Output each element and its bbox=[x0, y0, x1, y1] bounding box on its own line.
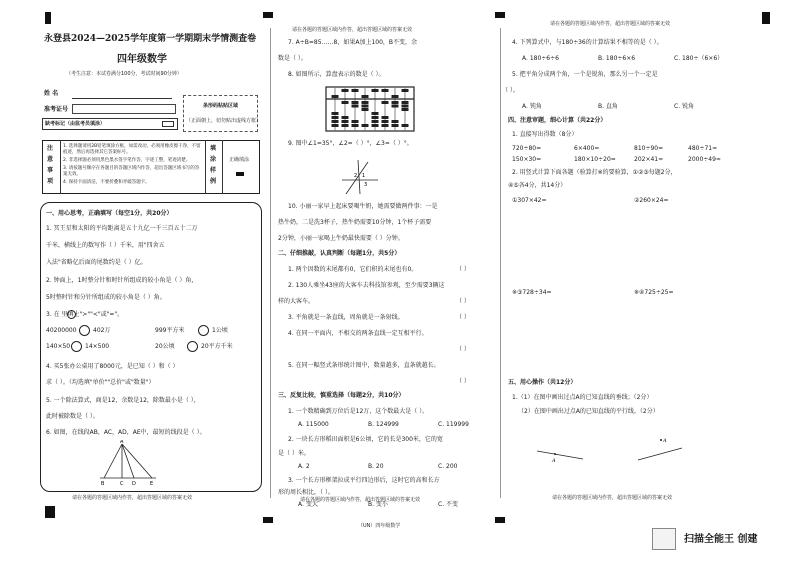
calc1-title: 1. 直接写出得数（8分） bbox=[512, 131, 578, 138]
choice-5-option-a[interactable]: A. 钝角 bbox=[522, 103, 542, 110]
abacus-bead bbox=[382, 101, 389, 104]
operation-figure-2[interactable] bbox=[636, 436, 686, 466]
answer-area-note: 请在各题的答题区域内作答，超出答题区域的答案无效 bbox=[72, 495, 193, 501]
choice-4-option-b[interactable]: B. 180÷6×6 bbox=[598, 55, 636, 62]
q1-line2: 千米，横线上的数写作（ ）千米，用"四舍五 bbox=[46, 242, 165, 249]
choice-3-line2: 形的周长相比，（ ）。 bbox=[278, 489, 334, 496]
registration-mark bbox=[495, 517, 505, 523]
point-a-label: A bbox=[663, 438, 667, 444]
judge-2-line1: 2. 130人乘坐43座的大客车去科技馆参观，至少需要3辆这 bbox=[288, 282, 445, 289]
answer-area-note: 请在各题的答题区域内作答，超出答题区域的答案无效 bbox=[292, 27, 413, 33]
section1-title: 一、用心思考，正确填写（每空1分，共20分） bbox=[46, 210, 173, 217]
choice-2-line2: 是（ ）米。 bbox=[278, 450, 310, 457]
registration-mark bbox=[263, 12, 273, 18]
abacus-bead bbox=[402, 105, 409, 108]
q3-line1: 3. 在 里填上">""<"或"="。 bbox=[46, 311, 124, 318]
q3-row2-c: 20公顷 bbox=[155, 343, 175, 350]
registration-mark bbox=[45, 12, 51, 24]
abacus-bead bbox=[372, 112, 379, 115]
q3-row1-c: 999平方米 bbox=[155, 327, 185, 334]
abacus-figure bbox=[325, 86, 415, 132]
fig6-label: B bbox=[101, 481, 105, 486]
q5-line2: 此时被除数是（ ）。 bbox=[46, 413, 99, 420]
correct-fill-sample bbox=[236, 172, 244, 176]
judge-paren[interactable]: （ ） bbox=[456, 378, 470, 385]
abacus-bead bbox=[362, 108, 369, 111]
q6-figure bbox=[98, 440, 160, 486]
choice-4: 4. 下列算式中，与180÷36的计算结果不相等的是（ ）。 bbox=[512, 39, 663, 46]
page-footer: （UN）四年级数学 bbox=[358, 523, 401, 529]
compare-circle[interactable] bbox=[198, 325, 209, 336]
abacus-bead bbox=[332, 120, 339, 123]
calc1-item[interactable]: 150×30= bbox=[512, 156, 542, 163]
section3-title: 三、反复比较，慎重选择（每题2分，共10分） bbox=[278, 392, 405, 399]
exam-info: （考生注意：本试卷满分100分，考试时间90分钟） bbox=[66, 71, 182, 77]
q10-line2: 热牛奶，二是洗3杯子，热牛奶需要10分钟，1个杯子需要 bbox=[278, 219, 432, 226]
abacus-bead bbox=[402, 124, 409, 127]
choice-5-line1: 5. 把平角分成两个角，一个是锐角，那么另一个一定是 bbox=[512, 71, 658, 78]
calc1-item[interactable]: 180×10÷20= bbox=[574, 156, 616, 163]
sample-label-char: 样 bbox=[210, 167, 217, 174]
q3-row1-d: 1公顷 bbox=[212, 327, 228, 334]
calc1-item[interactable]: 720÷80= bbox=[512, 145, 542, 152]
q4-line1: 4. 买5张办公桌用了8000元，是已知（ ）和（ ） bbox=[46, 363, 179, 370]
abacus-bead bbox=[392, 101, 399, 104]
absent-mark-label: 缺考标记（由监考员填涂） bbox=[45, 121, 106, 127]
choice-4-option-c[interactable]: C. 180÷（6×6） bbox=[674, 55, 724, 62]
judge-paren[interactable]: （ ） bbox=[456, 314, 470, 321]
operation-2: （2）在图中画出过点A的已知直线的平行线。（2分） bbox=[518, 408, 659, 415]
section5-title: 五、用心操作（共12分） bbox=[508, 379, 577, 386]
notes-divider bbox=[222, 140, 223, 194]
abacus-bead bbox=[382, 124, 389, 127]
fig6-label: E bbox=[150, 481, 154, 486]
calc2-line2: ④⑤各4分，共14分） bbox=[508, 182, 567, 189]
q2-line1: 2. 钟面上，1时整分针和时针所组成的较小角是（ ）角， bbox=[46, 277, 198, 284]
judge-2-line2: 样的大客车。 bbox=[278, 298, 315, 305]
abacus-bead bbox=[392, 120, 399, 123]
abacus-bead bbox=[362, 101, 369, 104]
calc2-item[interactable]: ※④725÷25= bbox=[634, 289, 674, 296]
calc2-item[interactable]: ①307×42= bbox=[512, 197, 547, 204]
choice-1-option-a[interactable]: A. 115000 bbox=[298, 421, 329, 428]
abacus-bead bbox=[372, 124, 379, 127]
abacus-bead bbox=[392, 105, 399, 108]
q8-text: 8. 如图所示，算盘表示的数是（ ）。 bbox=[288, 71, 385, 78]
operation-figure-1[interactable] bbox=[535, 445, 585, 465]
fig6-label: C bbox=[120, 481, 124, 486]
abacus-bead bbox=[352, 89, 359, 92]
q5-line1: 5. 一个除法算式，商是12，余数是12，除数最小是（ ）， bbox=[46, 397, 200, 404]
q3-fill-circle-icon bbox=[67, 310, 76, 319]
q1-line1: 1. 冥王星和太阳的平均距离是五十九亿一千三百五十二万 bbox=[46, 225, 198, 232]
notes-label-char: 项 bbox=[47, 178, 54, 185]
registration-mark bbox=[762, 12, 770, 24]
notes-item: 2. 非选择题必须用黑色墨水签字笔作答，字迹工整，笔迹清楚。 bbox=[63, 158, 191, 163]
fig9-label: 1 bbox=[362, 173, 366, 179]
calc1-item[interactable]: 202×41≈ bbox=[634, 156, 664, 163]
column-divider bbox=[500, 28, 501, 498]
section2-title: 二、仔细推敲，认真判断（每题1分，共5分） bbox=[278, 250, 401, 257]
q9-text: 9. 图中∠1=35°，∠2=（ ）°，∠3=（ ）°。 bbox=[288, 140, 413, 147]
notes-divider bbox=[205, 140, 206, 194]
calc2-line1: 2. 用竖式计算下面各题（验算打※的要验算，①②③每题2分， bbox=[512, 169, 677, 176]
choice-3-option-a[interactable]: A. 变大 bbox=[298, 501, 318, 508]
q3-row2-a: 140×50 bbox=[46, 343, 71, 350]
choice-1-option-b[interactable]: B. 124999 bbox=[368, 421, 399, 428]
notes-divider bbox=[60, 140, 61, 194]
abacus-bead bbox=[402, 108, 409, 111]
abacus-bead bbox=[342, 120, 349, 123]
name-label: 姓 名 bbox=[44, 90, 59, 97]
choice-2-option-b[interactable]: B. 20 bbox=[368, 463, 384, 470]
column-divider bbox=[270, 28, 271, 498]
barcode-area bbox=[183, 95, 258, 132]
choice-2-option-a[interactable]: A. 2 bbox=[298, 463, 310, 470]
q3-row2-d: 20平方千米 bbox=[201, 343, 233, 350]
q10-line3: 2分钟，小丽一家喝上牛奶最快需要（ ）分钟。 bbox=[278, 235, 404, 242]
abacus-bead bbox=[352, 101, 359, 104]
barcode-subtitle: （正面朝上，切勿贴出虚线方框） bbox=[186, 118, 262, 124]
abacus-bead bbox=[362, 105, 369, 108]
abacus-bead bbox=[392, 124, 399, 127]
q3-row1-a: 40200000 bbox=[46, 327, 77, 334]
compare-circle[interactable] bbox=[71, 341, 82, 352]
abacus-bead bbox=[392, 95, 399, 98]
abacus-bead bbox=[342, 89, 349, 92]
abacus-bead bbox=[362, 124, 369, 127]
q7-line2: 数是（ ）。 bbox=[278, 55, 307, 62]
abacus-bead bbox=[402, 89, 409, 92]
section4-title: 四、注意审题，细心计算（共22分） bbox=[508, 117, 607, 124]
judge-paren[interactable]: （ ） bbox=[456, 266, 470, 273]
notes-item: 3. 请按题号顺序在各题目的答题区域内作答，超出答题区域书写的答案无效。 bbox=[63, 166, 200, 177]
fig6-label: A bbox=[120, 440, 124, 445]
q10-line1: 10. 小丽一家早上起床要喝牛奶，她需要做两件事：一是 bbox=[288, 203, 438, 210]
q4-line2: 求（ ）。（均选填"单价""总价"或"数量"） bbox=[46, 379, 155, 386]
q2-line2: 5时整时针和分针所组成的较小角是（ ）角。 bbox=[46, 294, 166, 301]
judge-1: 1. 两个因数的末尾都有0，它们积的末尾也有0。 bbox=[288, 266, 418, 273]
notes-label-char: 意 bbox=[47, 156, 54, 163]
compare-circle[interactable] bbox=[79, 325, 90, 336]
calc1-item[interactable]: 6×400= bbox=[574, 145, 600, 152]
abacus-bead bbox=[332, 112, 339, 115]
choice-5-line2: （ ）。 bbox=[502, 87, 519, 94]
sample-label-char: 例 bbox=[210, 178, 217, 185]
abacus-bead bbox=[332, 116, 339, 119]
choice-2-option-c[interactable]: C. 200 bbox=[438, 463, 458, 470]
registration-mark bbox=[263, 517, 273, 523]
q9-figure bbox=[338, 158, 382, 196]
name-field[interactable] bbox=[72, 98, 172, 99]
notes-label-char: 事 bbox=[47, 167, 54, 174]
fig9-label: 2 bbox=[354, 173, 358, 179]
correct-fill-label: 正确填涂 bbox=[229, 157, 250, 163]
choice-5-option-b[interactable]: B. 直角 bbox=[598, 103, 618, 110]
notes-label-char: 注 bbox=[47, 145, 54, 152]
calc1-item[interactable]: 480÷71≈ bbox=[688, 145, 718, 152]
abacus-bead bbox=[372, 116, 379, 119]
abacus-bead bbox=[352, 124, 359, 127]
choice-5-option-c[interactable]: C. 锐角 bbox=[674, 103, 695, 110]
choice-1: 1. 一个数精确到万位后是12万，这个数最大是（ ）。 bbox=[288, 408, 429, 415]
q6-line1: 6. 如图，在线段AB，AC，AD，AE中，最短的线段是（ ）。 bbox=[46, 429, 206, 436]
barcode-title: 条形码粘贴区域 bbox=[203, 103, 239, 109]
abacus-bead bbox=[382, 116, 389, 119]
notes-item: 4. 保持卡面清洁，不要折叠和弄破答题卡。 bbox=[63, 180, 150, 185]
abacus-bead bbox=[352, 105, 359, 108]
choice-3-option-b[interactable]: B. 变小 bbox=[368, 501, 388, 508]
exam-title: 永登县2024—2025学年度第一学期期末学情测查卷 bbox=[44, 34, 257, 44]
abacus-bead bbox=[372, 120, 379, 123]
choice-4-option-a[interactable]: A. 180÷6÷6 bbox=[522, 55, 559, 62]
choice-2-line1: 2. 一块长方形稻田面积是6公顷，它的长是300米，它的宽 bbox=[288, 436, 443, 443]
abacus-bead bbox=[382, 89, 389, 92]
abacus-bead bbox=[332, 95, 339, 98]
compare-circle[interactable] bbox=[187, 341, 198, 352]
abacus-bead bbox=[402, 101, 409, 104]
abacus-bead bbox=[332, 124, 339, 127]
id-field[interactable] bbox=[72, 104, 176, 114]
sample-label-char: 涂 bbox=[210, 156, 217, 163]
judge-5: 5. 在同一幅竖式条形统计图中，数量越多，直条就越长。 bbox=[288, 362, 440, 369]
judge-3: 3. 平角就是一条直线，周角就是一条射线。 bbox=[288, 314, 404, 321]
notes-item: 1. 选择题请用2B铅笔填涂方框，如需改动，必须用橡皮擦干净，不留痕迹，然后再选择其它答案标号。 bbox=[63, 144, 201, 155]
abacus-bead bbox=[342, 101, 349, 104]
point-a-label: A bbox=[552, 458, 556, 464]
answer-area-note: 请在各题的答题区域内作答，超出答题区域的答案无效 bbox=[300, 497, 421, 503]
q7-line1: 7. A÷B=85……8，如果A加上100，B不变，余 bbox=[288, 39, 418, 46]
choice-3-option-c[interactable]: C. 不变 bbox=[438, 501, 459, 508]
judge-4: 4. 在同一平面内，不相交的两条直线一定互相平行。 bbox=[288, 330, 428, 337]
abacus-bead bbox=[342, 116, 349, 119]
operation-1: 1.（1）在图中画出过点A的已知直线的垂线；（2分） bbox=[512, 394, 653, 401]
exam-subtitle: 四年级数学 bbox=[117, 54, 167, 65]
fig9-label: 3 bbox=[364, 182, 368, 188]
registration-mark bbox=[45, 506, 55, 518]
abacus-bead bbox=[342, 124, 349, 127]
q3-row2-b: 14×500 bbox=[85, 343, 110, 350]
calc2-item[interactable]: ※③728÷34= bbox=[512, 289, 552, 296]
abacus-bead bbox=[372, 89, 379, 92]
answer-area-note: 请在各题的答题区域内作答，超出答题区域的答案无效 bbox=[550, 21, 671, 27]
fig6-label: D bbox=[132, 481, 136, 486]
registration-mark bbox=[495, 12, 505, 18]
id-label: 准考证号 bbox=[44, 106, 69, 113]
abacus-bead bbox=[382, 120, 389, 123]
watermark-label: 扫描全能王 创建 bbox=[684, 534, 758, 545]
calc2-item[interactable]: ②260×24= bbox=[634, 197, 669, 204]
judge-paren[interactable]: （ ） bbox=[456, 346, 470, 353]
scanner-logo-icon bbox=[652, 528, 676, 550]
calc1-item[interactable]: 2000÷49≈ bbox=[688, 156, 721, 163]
sample-label-char: 填 bbox=[210, 145, 217, 152]
absent-mark-box[interactable] bbox=[162, 121, 174, 127]
choice-3-line1: 3. 一个长方形框架拉成平行四边形后，这时它的高和长方 bbox=[288, 477, 440, 484]
q3-row1-b: 402万 bbox=[93, 327, 111, 334]
judge-paren[interactable]: （ ） bbox=[456, 298, 470, 305]
answer-area-note: 请在各题的答题区域内作答，超出答题区域的答案无效 bbox=[552, 495, 673, 501]
abacus-bead bbox=[352, 120, 359, 123]
abacus-bead bbox=[362, 95, 369, 98]
choice-1-option-c[interactable]: C. 119999 bbox=[438, 421, 469, 428]
calc1-item[interactable]: 810÷90= bbox=[634, 145, 664, 152]
q1-line3: 入法"省略亿后面的尾数约是（ ）亿。 bbox=[46, 259, 147, 266]
